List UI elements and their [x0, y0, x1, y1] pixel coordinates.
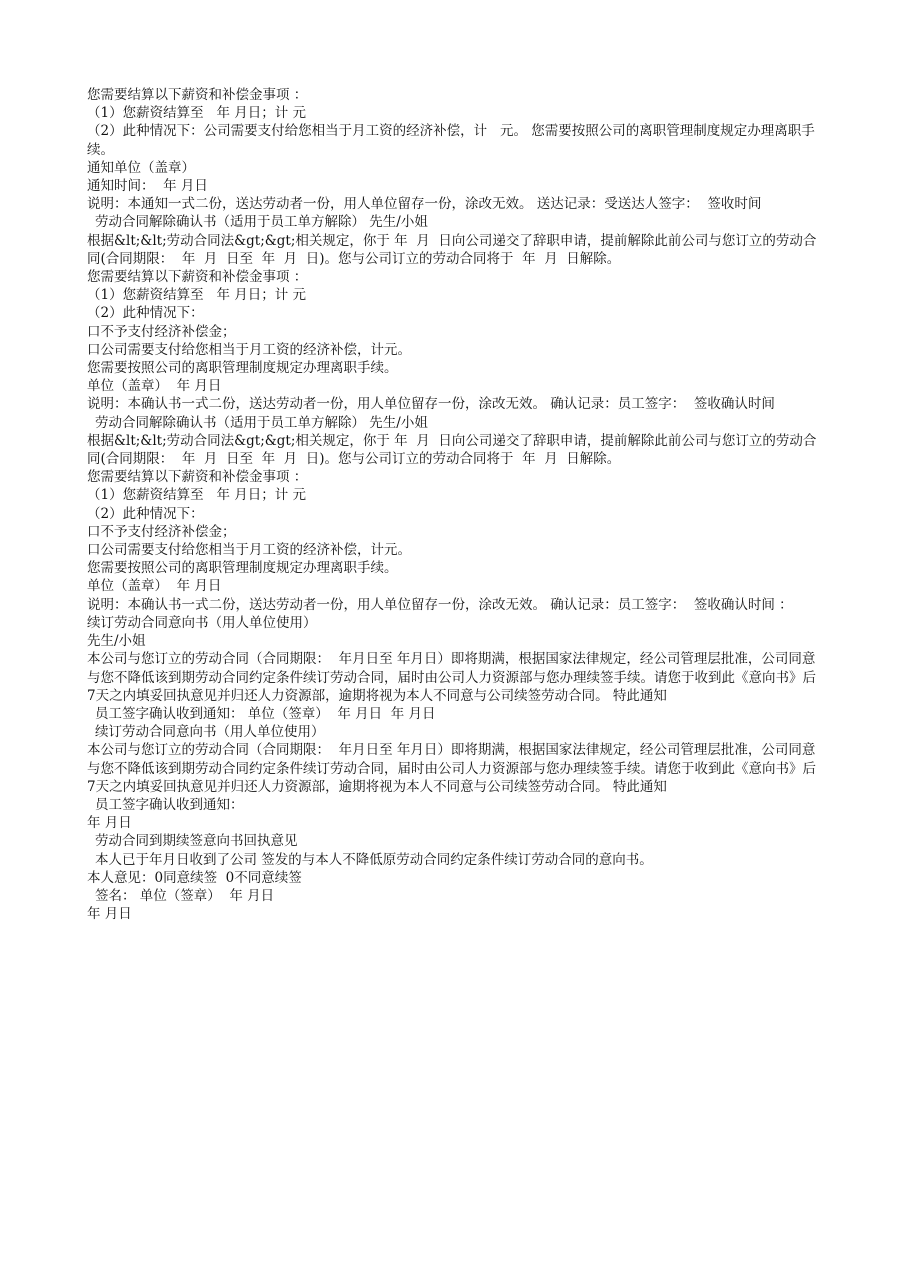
- document-line: 口公司需要支付给您相当于月工资的经济补偿，计元。: [87, 542, 411, 559]
- document-body: [87, 86, 822, 923]
- document-line: 签名： 单位（签章） 年 月日: [95, 887, 275, 904]
- document-line: （2）此种情况下：: [87, 305, 204, 322]
- document-line: 口不予支付经济补偿金；: [87, 323, 236, 340]
- document-line: 本人意见：0同意续签 0不同意续签: [87, 869, 302, 886]
- document-line: 续订劳动合同意向书（用人单位使用）: [95, 724, 325, 741]
- document-line: （1）您薪资结算至 年 月日；计 元: [87, 287, 307, 304]
- document-line: （2）此种情况下：: [87, 505, 204, 522]
- document-line: 口不予支付经济补偿金；: [87, 523, 236, 540]
- document-line: 通知时间： 年 月日: [87, 178, 208, 195]
- document-line: 说明：本确认书一式二份，送达劳动者一份，用人单位留存一份，涂改无效。 确认记录：员工签字： 签收确认时间: [87, 396, 775, 413]
- document-line: 说明：本通知一式二份，送达劳动者一份，用人单位留存一份，涂改无效。 送达记录：受送达人签字： 签收时间: [87, 196, 762, 213]
- document-line: 年 月日: [87, 906, 132, 923]
- document-line: 本人已于年月日收到了公司 签发的与本人不降低原劳动合同约定条件续订劳动合同的意向书。: [95, 851, 653, 868]
- document-line: 员工签字确认收到通知：: [95, 796, 244, 813]
- document-line: 单位（盖章） 年 月日: [87, 578, 222, 595]
- document-line: 员工签字确认收到通知： 单位（签章） 年 月日 年 月日: [95, 705, 436, 722]
- document-line: 口公司需要支付给您相当于月工资的经济补偿，计元。: [87, 341, 411, 358]
- document-line: 劳动合同到期续签意向书回执意见: [95, 833, 298, 850]
- document-line: 您需要结算以下薪资和补偿金事项 ：: [87, 269, 308, 286]
- document-line: 单位（盖章） 年 月日: [87, 378, 222, 395]
- document-line: （2）此种情况下：公司需要支付给您相当于月工资的经济补偿，计 元。 您需要按照公司的离职管理制度规定办理离职手续。: [87, 123, 815, 158]
- document-line: 根据&lt;&lt;劳动合同法&gt;&gt;相关规定，你于 年 月 日向公司递交了辞职申请，提前解除此前公司与您订立的劳动合同(合同期限： 年 月 日至 年 月 日)。您与公司订立的劳动合同将于 年 月 日解除。: [87, 232, 817, 267]
- document-line: 先生/小姐: [87, 633, 146, 650]
- document-line: 劳动合同解除确认书（适用于员工单方解除） 先生/小姐: [95, 214, 428, 231]
- document-line: （1）您薪资结算至 年 月日；计 元: [87, 105, 307, 122]
- document-line: 您需要结算以下薪资和补偿金事项 ：: [87, 469, 308, 486]
- document-line: 说明：本确认书一式二份，送达劳动者一份，用人单位留存一份，涂改无效。 确认记录：员工签字： 签收确认时间 ：: [87, 596, 793, 613]
- document-line: 续订劳动合同意向书（用人单位使用）: [87, 614, 317, 631]
- document-line: 您需要按照公司的离职管理制度规定办理离职手续。: [87, 360, 398, 377]
- document-line: （1）您薪资结算至 年 月日；计 元: [87, 487, 307, 504]
- document-line: 根据&lt;&lt;劳动合同法&gt;&gt;相关规定，你于 年 月 日向公司递交了辞职申请，提前解除此前公司与您订立的劳动合同(合同期限： 年 月 日至 年 月 日)。您与公司订立的劳动合同将于 年 月 日解除。: [87, 432, 817, 468]
- document-line: 年 月日: [87, 815, 132, 832]
- document-line: 劳动合同解除确认书（适用于员工单方解除） 先生/小姐: [95, 414, 428, 431]
- document-line: 本公司与您订立的劳动合同（合同期限： 年月日至 年月日）即将期满，根据国家法律规定，经公司管理层批准，公司同意与您不降低该到期劳动合同约定条件续订劳动合同，届时由公司人力资源部与您办理续签手续。请您于收到此《意向书》后7天之内填妥回执意见并归还人力资源部，逾期将视为本人不同意与公司续签劳动合同。 特此通知: [87, 742, 816, 795]
- document-line: 通知单位（盖章）: [87, 159, 195, 176]
- document-line: 您需要结算以下薪资和补偿金事项 ：: [87, 87, 308, 103]
- document-line: 本公司与您订立的劳动合同（合同期限： 年月日至 年月日）即将期满，根据国家法律规定，经公司管理层批准，公司同意与您不降低该到期劳动合同约定条件续订劳动合同，届时由公司人力资源部与您办理续签手续。请您于收到此《意向书》后7天之内填妥回执意见并归还人力资源部，逾期将视为本人不同意与公司续签劳动合同。 特此通知: [87, 651, 816, 704]
- document-line: 您需要按照公司的离职管理制度规定办理离职手续。: [87, 560, 398, 577]
